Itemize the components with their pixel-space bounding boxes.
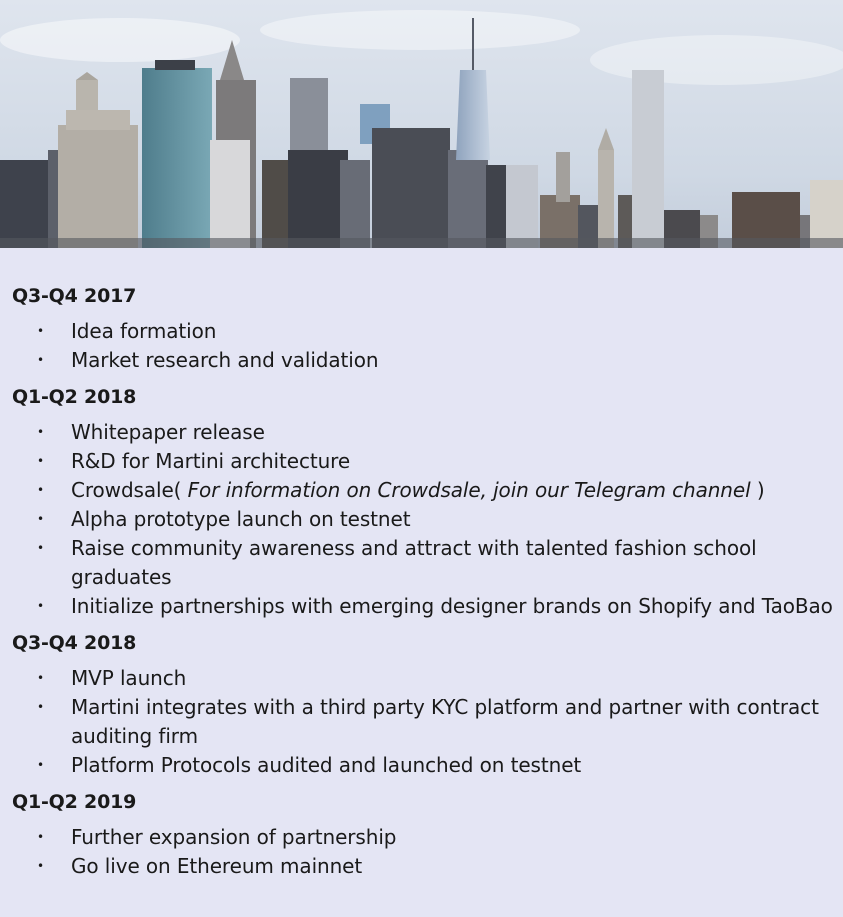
- bullet-icon: •: [37, 599, 44, 613]
- item-text: R&D for Martini architecture: [71, 449, 351, 473]
- phase-title: Q3-Q4 2018: [12, 632, 137, 654]
- bullet-icon: •: [37, 830, 44, 844]
- list-item: [12, 505, 843, 534]
- item-text: MVP launch: [71, 666, 187, 690]
- phase-title: Q3-Q4 2017: [12, 285, 137, 307]
- list-item: [12, 476, 843, 505]
- list-item: [12, 346, 843, 375]
- item-text: Crowdsale(: [71, 478, 182, 502]
- phase-q1q2-2018: [12, 380, 843, 626]
- item-text: Raise community awareness and attract with talented fashion school graduates: [71, 536, 757, 589]
- list-item: [12, 823, 843, 852]
- bullet-icon: •: [37, 541, 44, 555]
- list-item: [12, 693, 843, 751]
- bullet-icon: •: [37, 454, 44, 468]
- item-text: Alpha prototype launch on testnet: [71, 507, 411, 531]
- phase-item-list: [12, 813, 843, 886]
- list-item: [12, 852, 843, 881]
- item-text: Whitepaper release: [71, 420, 265, 444]
- list-item: [12, 534, 843, 592]
- bullet-icon: •: [37, 483, 44, 497]
- phase-title: Q1-Q2 2018: [12, 386, 137, 408]
- bullet-icon: •: [37, 671, 44, 685]
- item-text: Martini integrates with a third party KYC platform and partner with contract auditing firm: [71, 695, 819, 748]
- bullet-icon: •: [37, 758, 44, 772]
- phase-item-list: [12, 408, 843, 626]
- item-text: Go live on Ethereum mainnet: [71, 854, 363, 878]
- list-item: [12, 418, 843, 447]
- roadmap: [0, 248, 843, 886]
- item-text: Idea formation: [71, 319, 217, 343]
- list-item: [12, 447, 843, 476]
- city-skyline-banner: [0, 0, 843, 248]
- list-item: [12, 664, 843, 693]
- list-item: [12, 317, 843, 346]
- bullet-icon: •: [37, 353, 44, 367]
- item-text: Initialize partnerships with emerging designer brands on Shopify and TaoBao: [71, 594, 833, 618]
- list-item: [12, 592, 843, 621]
- skyline-image: [0, 0, 843, 248]
- bullet-icon: •: [37, 859, 44, 873]
- list-item: [12, 751, 843, 780]
- telegram-channel-link[interactable]: For information on Crowdsale, join our Telegram channel: [181, 478, 757, 502]
- bullet-icon: •: [37, 700, 44, 714]
- item-text-suffix: ): [756, 478, 765, 502]
- bullet-icon: •: [37, 425, 44, 439]
- phase-q3q4-2018: [12, 626, 843, 785]
- phase-q3q4-2017: [12, 248, 843, 380]
- item-text: Platform Protocols audited and launched on testnet: [71, 753, 582, 777]
- item-text: Market research and validation: [71, 348, 379, 372]
- phase-q1q2-2019: [12, 785, 843, 886]
- bullet-icon: •: [37, 512, 44, 526]
- phase-item-list: [12, 654, 843, 785]
- phase-item-list: [12, 307, 843, 380]
- item-text: Further expansion of partnership: [71, 825, 397, 849]
- bullet-icon: •: [37, 324, 44, 338]
- phase-title: Q1-Q2 2019: [12, 791, 137, 813]
